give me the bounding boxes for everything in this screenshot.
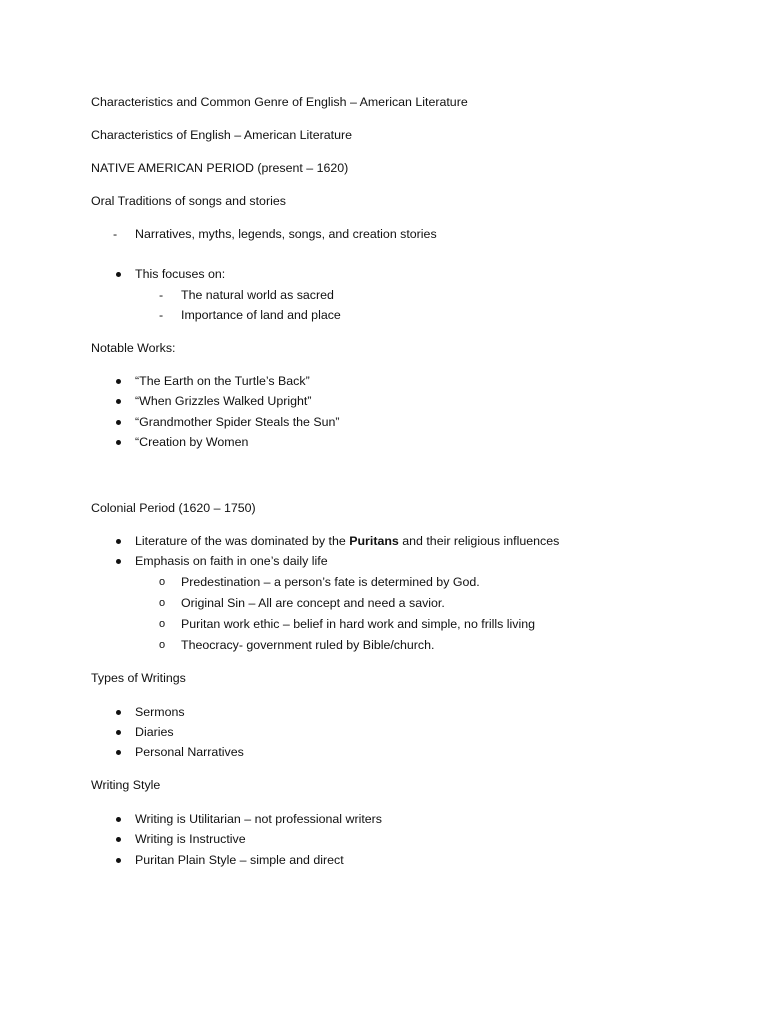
bullet-dot xyxy=(116,817,121,822)
dash-marker: - xyxy=(113,227,118,241)
notable-works-heading: Notable Works: xyxy=(91,341,176,355)
types-of-writings-heading: Types of Writings xyxy=(91,671,186,685)
colonial-bullet-text: Literature of the was dominated by the xyxy=(135,534,350,548)
puritan-belief-item: Predestination – a person’s fate is determined by God. xyxy=(181,575,480,589)
notable-work-item: “Creation by Women xyxy=(135,435,249,449)
document-subtitle: Characteristics of English – American Literature xyxy=(91,128,353,142)
colonial-bullet-text: and their religious influences xyxy=(398,534,560,548)
bullet-dot xyxy=(116,750,121,755)
bullet-dot xyxy=(116,379,121,384)
oral-traditions-heading: Oral Traditions of songs and stories xyxy=(91,194,286,208)
bullet-dot xyxy=(116,710,121,715)
sub-bullet-circle: o xyxy=(159,597,166,609)
document-title: Characteristics and Common Genre of English – American Literature xyxy=(91,95,468,109)
notable-work-item: “The Earth on the Turtle’s Back” xyxy=(135,374,310,388)
sub-bullet-circle: o xyxy=(159,639,166,651)
writing-style-item: Puritan Plain Style – simple and direct xyxy=(135,853,344,867)
focus-label: This focuses on: xyxy=(135,267,226,281)
writing-type-item: Personal Narratives xyxy=(135,745,244,759)
bullet-dot xyxy=(116,837,121,842)
colonial-bullet-literature xyxy=(135,533,559,549)
bullet-dot xyxy=(116,730,121,735)
dash-marker: - xyxy=(159,288,164,302)
focus-item: Importance of land and place xyxy=(181,308,341,322)
notable-work-item: “When Grizzles Walked Upright” xyxy=(135,394,312,408)
bullet-dot xyxy=(116,858,121,863)
bullet-dot xyxy=(116,440,121,445)
writing-style-item: Writing is Utilitarian – not professional writers xyxy=(135,812,382,826)
bullet-dot xyxy=(116,420,121,425)
focus-item: The natural world as sacred xyxy=(181,288,334,302)
bullet-dot xyxy=(116,399,121,404)
oral-traditions-item: Narratives, myths, legends, songs, and creation stories xyxy=(135,227,437,241)
colonial-bullet-faith: Emphasis on faith in one’s daily life xyxy=(135,554,328,568)
native-period-heading: NATIVE AMERICAN PERIOD (present – 1620) xyxy=(91,161,349,175)
bullet-dot xyxy=(116,539,121,544)
notable-work-item: “Grandmother Spider Steals the Sun” xyxy=(135,415,340,429)
puritan-belief-item: Puritan work ethic – belief in hard work and simple, no frills living xyxy=(181,617,535,631)
dash-marker: - xyxy=(159,308,164,322)
puritan-belief-item: Theocracy- government ruled by Bible/church. xyxy=(181,638,435,652)
writing-type-item: Sermons xyxy=(135,705,185,719)
sub-bullet-circle: o xyxy=(159,618,166,630)
colonial-period-heading: Colonial Period (1620 – 1750) xyxy=(91,501,256,515)
writing-style-heading: Writing Style xyxy=(91,778,161,792)
sub-bullet-circle: o xyxy=(159,576,166,588)
writing-style-item: Writing is Instructive xyxy=(135,832,246,846)
puritan-belief-item: Original Sin – All are concept and need a savior. xyxy=(181,596,445,610)
bullet-dot xyxy=(116,559,121,564)
writing-type-item: Diaries xyxy=(135,725,174,739)
bullet-dot xyxy=(116,272,121,277)
puritans-bold: Puritans xyxy=(349,534,399,548)
